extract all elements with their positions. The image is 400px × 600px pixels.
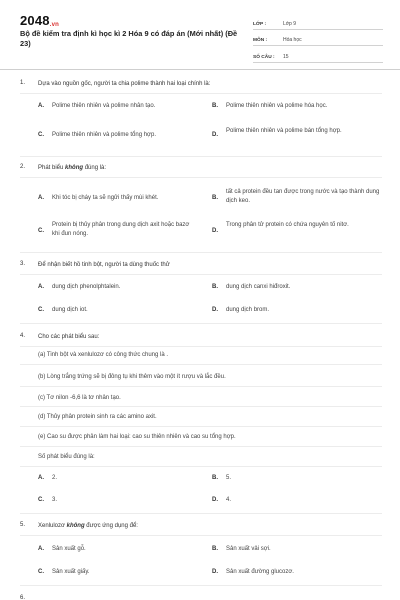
- meta-row-class: [253, 15, 383, 30]
- meta-row-subject: [253, 32, 383, 47]
- question-text: [38, 522, 138, 531]
- question-text: Cho các phát biểu sau:: [38, 334, 100, 340]
- meta-row-count: [253, 48, 383, 63]
- question-text-emphasis: không: [65, 165, 84, 171]
- option-letter: D.: [212, 132, 218, 138]
- option-text: Polime thiên nhiên và polime hóa học.: [226, 103, 328, 109]
- question-text: Để nhận biết hồ tinh bột, người ta dùng thuốc thử: [38, 262, 170, 268]
- header: [0, 0, 400, 70]
- divider: [20, 323, 382, 324]
- question-number: 6.: [20, 595, 26, 600]
- question-number: 4.: [20, 333, 26, 339]
- option-text: Polime thiên nhiên và polime tổng hợp.: [52, 132, 156, 138]
- option-text: Khi tóc bị cháy ta sẽ ngửi thấy mùi khét.: [52, 195, 159, 201]
- meta-value: Hóa học: [283, 37, 302, 43]
- statement-d: (d) Thủy phân protein sinh ra các amino axit.: [38, 414, 157, 420]
- option-letter: C.: [38, 132, 44, 138]
- divider: [20, 252, 382, 253]
- option-letter: A.: [38, 195, 44, 201]
- statement-b: (b) Lòng trắng trứng sẽ bị đông tụ khi thêm vào một ít rượu và lắc đều.: [38, 374, 226, 380]
- meta-key: MÔN :: [253, 38, 268, 43]
- divider: [20, 93, 382, 94]
- meta-panel: [253, 15, 383, 65]
- divider: [20, 177, 382, 178]
- option-text: Sản xuất đường glucozơ.: [226, 569, 294, 575]
- question-number: 5.: [20, 522, 26, 528]
- statement-e: (e) Cao su được phân làm hai loại: cao su thiên nhiên và cao su tổng hợp.: [38, 434, 236, 440]
- question-text-emphasis: không: [66, 523, 85, 529]
- divider: [20, 346, 382, 347]
- statement-c: (c) Tơ nilon -6,6 là tơ nhân tạo.: [38, 395, 121, 401]
- option-letter: A.: [38, 284, 44, 290]
- option-text: Sản xuất giấy.: [52, 569, 90, 575]
- question-text-part: đúng là:: [83, 165, 107, 171]
- divider: [20, 274, 382, 275]
- option-letter: B.: [212, 195, 218, 201]
- question-text: [38, 164, 106, 173]
- logo-suffix: .vn: [49, 22, 60, 28]
- divider: [20, 585, 382, 586]
- option-letter: C.: [38, 569, 44, 575]
- page-title: Bộ đề kiểm tra định kì học kì 2 Hóa 9 có đáp án (Mới nhất) (Đề 23): [20, 29, 238, 48]
- logo-text: 2048: [20, 13, 50, 28]
- option-text: tất cả protein đều tan được trong nước và tạo thành dung dịch keo.: [226, 189, 380, 204]
- option-text: dung dịch iot.: [52, 307, 88, 313]
- option-letter: B.: [212, 475, 218, 481]
- option-letter: D.: [212, 307, 218, 313]
- option-letter: C.: [38, 497, 44, 503]
- option-text: dung dịch phenolphtalein.: [52, 284, 121, 290]
- option-letter: D.: [212, 569, 218, 575]
- divider: [20, 446, 382, 447]
- option-letter: D.: [212, 228, 218, 234]
- option-letter: D.: [212, 497, 218, 503]
- divider: [20, 386, 382, 387]
- option-letter: C.: [38, 228, 44, 234]
- site-logo[interactable]: [20, 13, 59, 28]
- option-text: 4.: [226, 497, 232, 503]
- divider: [20, 535, 382, 536]
- option-text: 5.: [226, 475, 232, 481]
- question-text: Dựa vào nguồn gốc, người ta chia polime thành hai loại chính là:: [38, 81, 211, 87]
- option-text: Protein bị thủy phân trong dung dịch axit hoặc bazơ khi đun nóng.: [52, 222, 190, 237]
- option-text: 3.: [52, 497, 58, 503]
- option-text: Sản xuất gỗ.: [52, 546, 86, 552]
- meta-value: 15: [283, 53, 289, 60]
- question-number: 3.: [20, 261, 26, 267]
- option-letter: B.: [212, 103, 218, 109]
- question-text-part: Xenlulozơ: [38, 523, 67, 529]
- question-text-part: Phát biểu: [38, 165, 66, 171]
- meta-key: LỚP :: [253, 21, 267, 27]
- option-letter: B.: [212, 284, 218, 290]
- divider: [20, 426, 382, 427]
- divider: [20, 466, 382, 467]
- option-text: 2.: [52, 475, 58, 481]
- option-text: dung dịch canxi hiđroxit.: [226, 284, 291, 290]
- option-letter: A.: [38, 546, 44, 552]
- option-letter: C.: [38, 307, 44, 313]
- divider: [20, 513, 382, 514]
- option-text: Polime thiên nhiên và polime bán tổng hợp.: [226, 128, 342, 134]
- divider: [20, 406, 382, 407]
- statement-a: (a) Tinh bột và xenlulozơ có công thức chung là .: [38, 352, 169, 358]
- question-number: 1.: [20, 80, 26, 86]
- option-letter: A.: [38, 475, 44, 481]
- option-text: Trong phân tử protein có chứa nguyên tố nitơ.: [226, 222, 349, 228]
- option-text: dung dịch brom.: [226, 307, 270, 313]
- option-text: Sản xuất vải sợi.: [226, 546, 271, 552]
- meta-key: SỐ CÂU :: [253, 54, 275, 60]
- option-text: Polime thiên nhiên và polime nhân tạo.: [52, 103, 156, 109]
- statement-prompt: Số phát biểu đúng là:: [38, 454, 95, 460]
- divider: [20, 156, 382, 157]
- question-text-part: được ứng dụng để:: [84, 523, 138, 529]
- divider: [20, 364, 382, 365]
- question-number: 2.: [20, 164, 26, 170]
- meta-value: Lớp 9: [283, 20, 297, 27]
- option-letter: B.: [212, 546, 218, 552]
- option-letter: A.: [38, 103, 44, 109]
